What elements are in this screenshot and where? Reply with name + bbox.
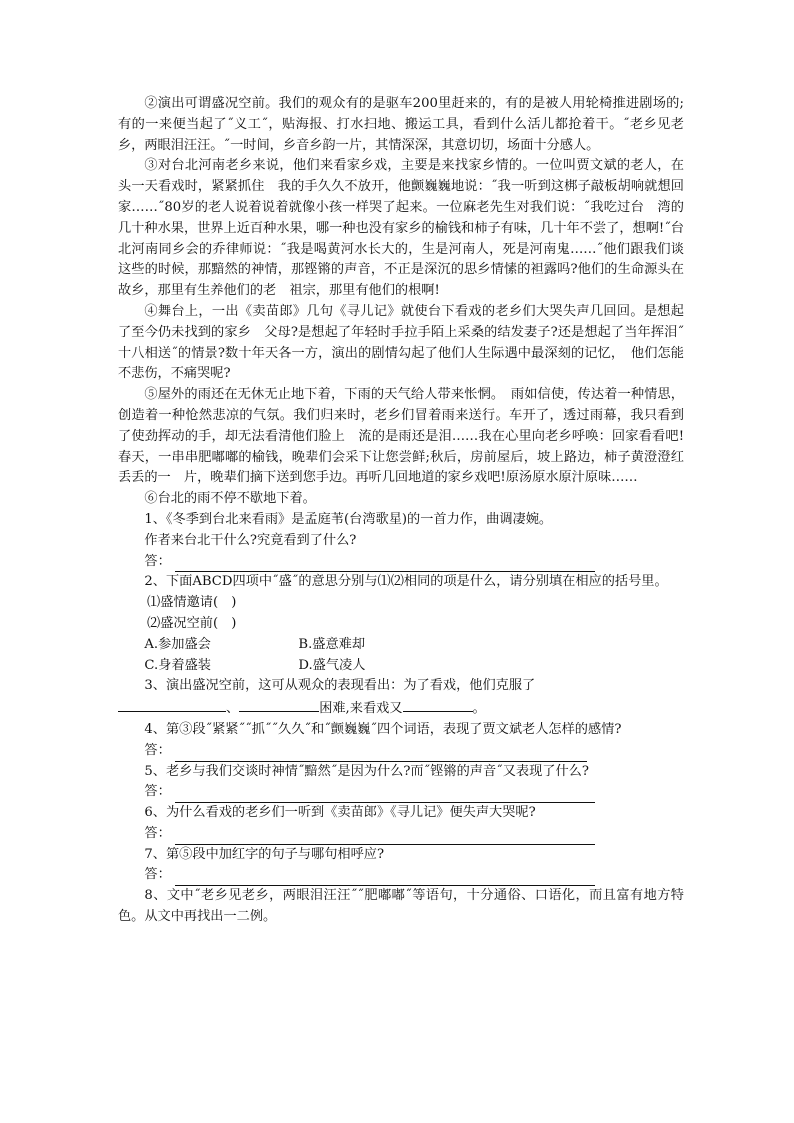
blank-separator: 、 <box>226 701 240 717</box>
question-8: 8、文中˝老乡见老乡，两眼泪汪汪˝˝肥嘟嘟˝等语句，十分通俗、口语化，而且富有地方特色。从文中再找出一二例。 <box>118 888 684 925</box>
question-3-middle: 困难,来看戏又 <box>319 701 403 717</box>
paragraph-2: ②演出可谓盛况空前。我们的观众有的是驱车200里赶来的，有的是被人用轮椅推进剧场的;有的一来便当起了˝义工˝，贴海报、打水扫地、搬运工具，看到什么活儿都抢着干。˝老乡见老乡，两眼泪汪汪。˝一时间，乡音乡韵一片，其情深深，其意切切，场面十分感人。 <box>118 96 684 153</box>
question-2-options-row-1 <box>118 635 684 656</box>
answer-label: 答： <box>144 742 171 758</box>
blank-3[interactable] <box>403 697 473 712</box>
answer-label: 答： <box>144 825 171 841</box>
answer-5-line[interactable] <box>175 788 595 803</box>
question-1-prompt: 作者来台北干什么?究竟看到了什么? <box>144 532 357 548</box>
answer-5 <box>118 782 684 803</box>
option-d: D.盛气凌人 <box>298 657 366 673</box>
question-2: 2、下面ABCD四项中˝盛˝的意思分别与⑴⑵相同的项是什么，请分别填在相应的括号里。 <box>144 574 668 590</box>
answer-6 <box>118 824 684 845</box>
answer-7 <box>118 865 684 886</box>
question-5: 5、老乡与我们交谈时神情˝黯然˝是因为什么?而˝铿锵的声音˝又表现了什么? <box>144 763 589 779</box>
answer-7-line[interactable] <box>175 871 595 886</box>
answer-6-line[interactable] <box>175 830 595 845</box>
paragraph-4: ④舞台上，一出《卖苗郎》几句《寻儿记》就使台下看戏的老乡们大哭失声几回回。是想起了至今仍未找到的家乡 父母?是想起了年轻时手拉手陌上采桑的结发妻子?还是想起了当年挥泪˝十八相送˝的情景?数十年天各一方，演出的剧情勾起了他们人生际遇中最深刻的记忆， 他们怎能不悲伤，不痛哭呢? <box>118 303 684 382</box>
question-3-blanks <box>118 697 684 720</box>
question-3: 3、演出盛况空前，这可从观众的表现看出：为了看戏，他们克服了 <box>144 678 536 694</box>
answer-label: 答： <box>144 867 171 883</box>
blank-2[interactable] <box>239 697 319 712</box>
question-2-sub-1: ⑴盛情邀请( ) <box>147 595 237 611</box>
question-2-sub-2: ⑵盛况空前( ) <box>147 615 237 631</box>
paragraph-6: ⑥台北的雨不停不歇地下着。 <box>144 491 316 507</box>
document-page <box>118 94 684 928</box>
option-a: A.参加盛会 <box>144 636 211 652</box>
question-4: 4、第③段˝紧紧˝˝抓˝˝久久˝和˝颤巍巍˝四个词语，表现了贾文斌老人怎样的感情? <box>144 721 622 737</box>
question-6: 6、为什么看戏的老乡们一听到《卖苗郎》《寻儿记》便失声大哭呢? <box>144 805 536 821</box>
question-1: 1、《冬季到台北来看雨》是孟庭苇(台湾歌星)的一首力作，曲调凄婉。 <box>144 511 553 527</box>
option-b: B.盛意难却 <box>298 636 366 652</box>
question-7: 7、第⑤段中加红字的句子与哪句相呼应? <box>144 846 385 862</box>
answer-label: 答： <box>144 553 171 569</box>
answer-1 <box>118 552 684 573</box>
answer-1-line[interactable] <box>175 557 595 572</box>
answer-label: 答： <box>144 784 171 800</box>
option-c: C.身着盛装 <box>144 657 211 673</box>
answer-4-line[interactable] <box>175 747 587 762</box>
question-2-options-row-2 <box>118 656 684 677</box>
paragraph-3: ③对台北河南老乡来说，他们来看家乡戏，主要是来找家乡情的。一位叫贾文斌的老人，在头一天看戏时，紧紧抓住 我的手久久不放开，他颤巍巍地说：˝我一听到这梆子敲板胡响就想回家……˝80岁的老人说着说着就像小孩一样哭了起来。一位麻老先生对我们说：˝我吃过台 湾的几十种水果，世界上近百种水果，哪一种也没有家乡的榆钱和柿子有味，几十年不尝了，想啊!˝台北河南同乡会的乔律师说：˝我是喝黄河水长大的，生是河南人，死是河南鬼……˝他们跟我们谈这些的时候，那黯然的神情，那铿锵的声音，不正是深沉的思乡情愫的袒露吗?他们的生命源头在故乡，那里有生养他们的老 祖宗，那里有他们的根啊! <box>118 158 684 299</box>
blank-1[interactable] <box>118 697 226 712</box>
question-3-end: 。 <box>472 701 486 717</box>
paragraph-5: ⑤屋外的雨还在无休无止地下着，下雨的天气给人带来怅惘。 雨如信使，传达着一种情思，创造着一种怆然悲凉的气氛。我们归来时，老乡们冒着雨来送行。车开了，透过雨幕，我只看到了使劲挥动的手，却无法看清他们脸上 流的是雨还是泪……我在心里向老乡呼唤：回家看看吧!春天，一串串肥嘟嘟的榆钱，晚辈们会采下让您尝鲜;秋后，房前屋后，坡上路边，柿子黄澄澄红丢丢的一 片，晚辈们摘下送到您手边。再听几回地道的家乡戏吧!原汤原水原汁原味…… <box>118 387 684 486</box>
answer-4 <box>118 741 684 762</box>
